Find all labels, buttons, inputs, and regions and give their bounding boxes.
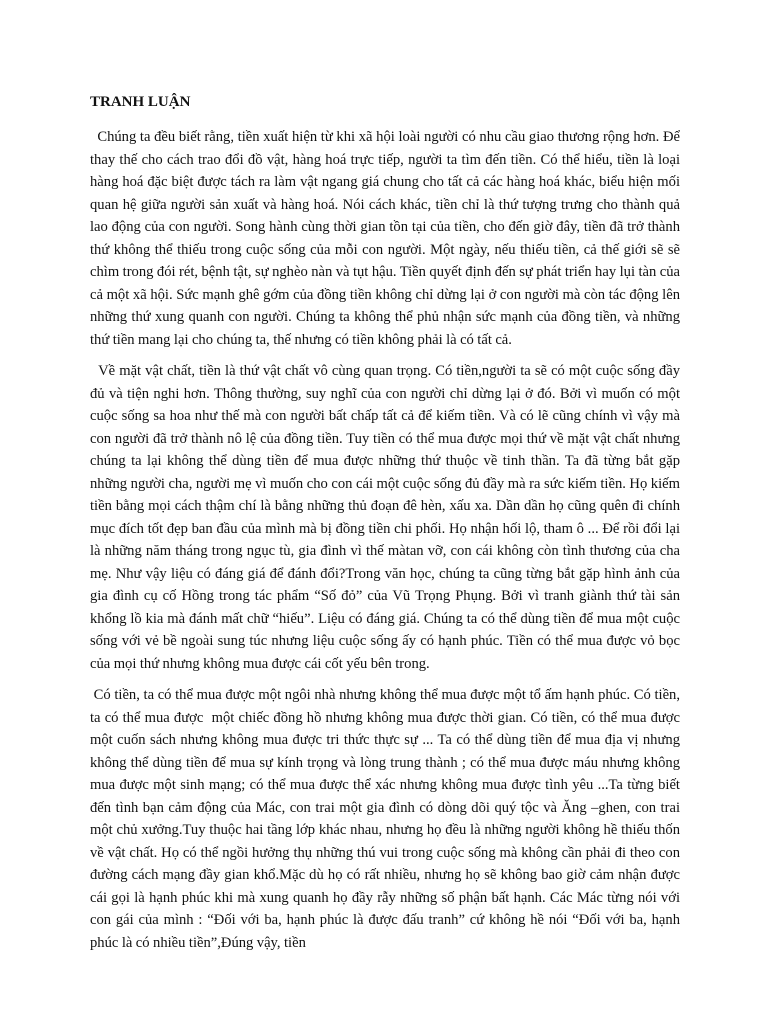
paragraph-2: Về mặt vật chất, tiền là thứ vật chất vô cùng quan trọng. Có tiền,người ta sẽ có một cuộc sống đầy đủ và tiện nghi hơn. Thông thường, suy nghĩ của con người chỉ dừng lại ở đó. Bởi vì muốn có một cuộc sống sa hoa như thế mà con người bất chấp tất cả để kiếm tiền. Và có lẽ cũng chính vì vậy mà con người đã trở thành nô lệ của đồng tiền. Tuy tiền có thể mua được mọi thứ về mặt vật chất nhưng chúng ta lại không thể dùng tiền để mua được những thứ thuộc về tinh thần. Ta đã từng bắt gặp những người cha, người mẹ vì muốn cho con cái một cuộc sống đủ đầy mà ra sức kiếm tiền. Họ kiếm tiền bằng mọi cách thậm chí là bằng những thủ đoạn đê hèn, xấu xa. Dần dần họ cũng quên đi chính mục đích tốt đẹp ban đầu của mình mà bị đồng tiền chi phối. Họ nhận hối lộ, tham ô ... Để rồi đổi lại là những năm tháng trong ngục tù, gia đình vì thế màtan vỡ, con cái không còn tình thương của cha mẹ. Như vậy liệu có đáng giá để đánh đổi?Trong văn học, chúng ta cũng từng bắt gặp hình ảnh của gia đình cụ cố Hồng trong tác phẩm “Số đỏ” của Vũ Trọng Phụng. Bởi vì tranh giành thứ tài sản khổng lồ kia mà đánh mất chữ “hiếu”. Liệu có đáng giá. Chúng ta có thể dùng tiền để mua một cuộc sống với vẻ bề ngoài sung túc nhưng liệu cuộc sống ấy có hạnh phúc. Tiền có thể mua được vỏ bọc của mọi thứ nhưng không mua được cái cốt yếu bên trong. xyxy=(90,363,684,672)
document-page xyxy=(90,92,684,963)
document-title: TRANH LUẬN xyxy=(90,94,191,110)
paragraph-3: Có tiền, ta có thể mua được một ngôi nhà nhưng không thể mua được một tổ ấm hạnh phúc. Có tiền, ta có thể mua được một chiếc đồng hồ nhưng không mua được thời gian. Có tiền, có thể mua được một cuốn sách nhưng không mua được tri thức thực sự ... Ta có thể dùng tiền để mua địa vị nhưng không thể dùng tiền để mua sự kính trọng và lòng trung thành ; có thể mua được máu nhưng không mua được một sinh mạng; có thể mua được thể xác nhưng không mua được tình yêu ...Ta từng biết đến tình bạn cảm động của Mác, con trai một gia đình có dòng dõi quý tộc và Ăng –ghen, con trai một chủ xưởng.Tuy thuộc hai tầng lớp khác nhau, nhưng họ đều là những người không hề thiếu thốn về vật chất. Họ có thể ngồi hưởng thụ những thú vui trong cuộc sống mà không cần phải đi theo con đường cách mạng đầy gian khổ.Mặc dù họ có rất nhiều, nhưng họ sẽ không bao giờ cảm nhận được cái gọi là hạnh phúc khi mà xung quanh họ đầy rẫy những số phận bất hạnh. Các Mác từng nói với con gái của mình : “Đối với ba, hạnh phúc là được đấu tranh” cứ không hề nói “Đối với ba, hạnh phúc là có nhiều tiền”,Đúng vậy, tiền xyxy=(90,687,684,951)
paragraph-1: Chúng ta đều biết rằng, tiền xuất hiện từ khi xã hội loài người có nhu cầu giao thương rộng hơn. Để thay thế cho cách trao đổi đồ vật, hàng hoá trực tiếp, người ta tìm đến tiền. Có thể hiểu, tiền là loại hàng hoá đặc biệt được tách ra làm vật ngang giá chung cho tất cả các hàng hoá khác, biểu hiện mối quan hệ giữa người sản xuất và hàng hoá. Nói cách khác, tiền chỉ là thứ tượng trưng cho thành quả lao động của con người. Song hành cùng thời gian tồn tại của tiền, cho đến giờ đây, tiền đã trở thành thứ không thể thiếu trong cuộc sống của mỗi con người. Một ngày, nếu thiếu tiền, cả thế giới sẽ sẽ chìm trong đói rét, bệnh tật, sự nghèo nàn và tụt hậu. Tiền quyết định đến sự phát triển hay lụi tàn của cả một xã hội. Sức mạnh ghê gớm của đồng tiền không chỉ dừng lại ở con người mà còn tác động lên những thứ xung quanh con người. Chúng ta không thể phủ nhận sức mạnh của đồng tiền, và những thứ tiền mang lại cho chúng ta, thế nhưng có tiền không phải là có tất cả. xyxy=(90,129,684,348)
